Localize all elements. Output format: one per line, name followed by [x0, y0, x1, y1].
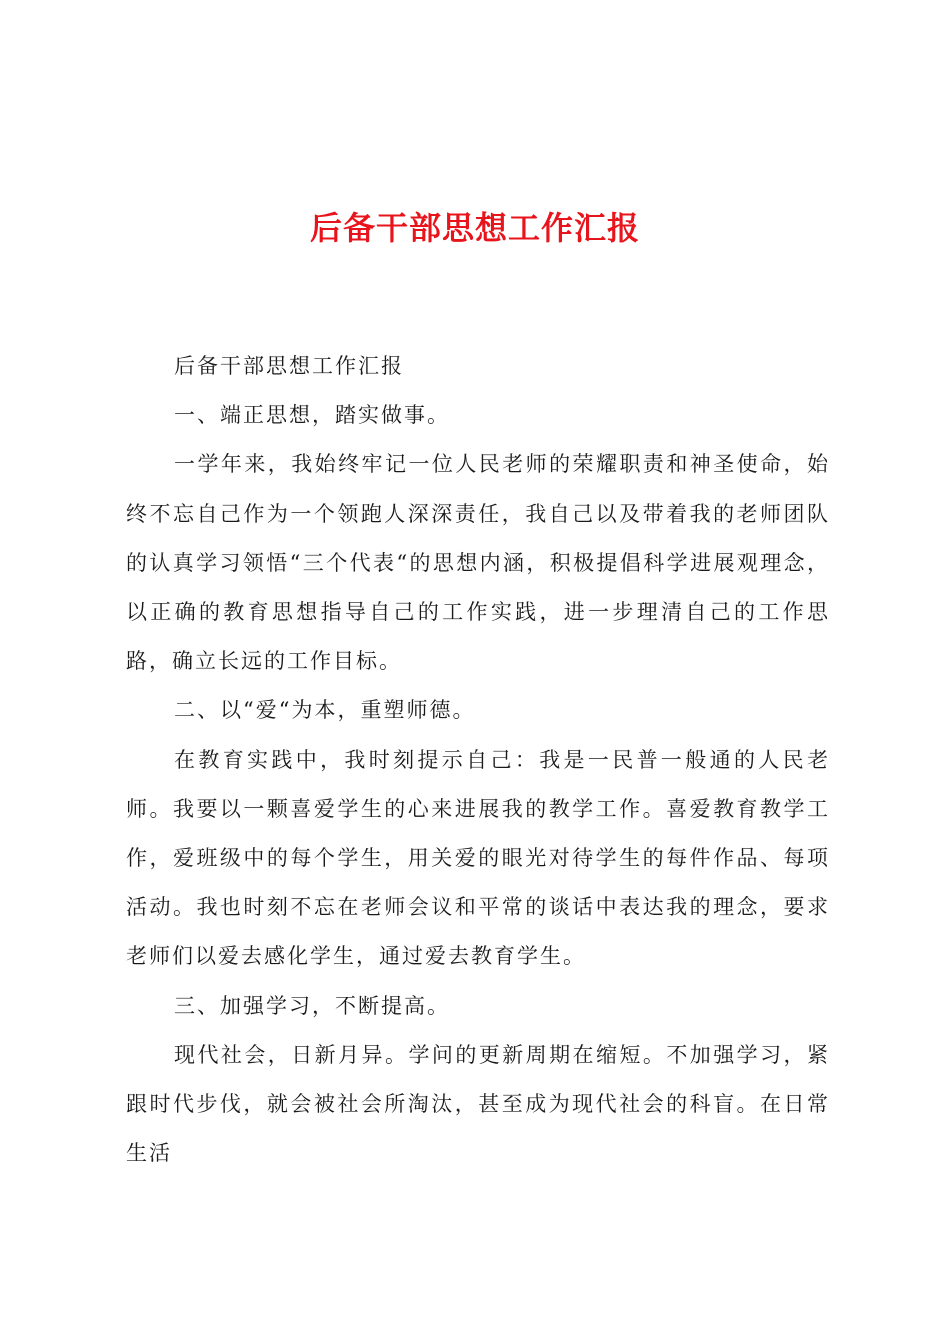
- document-title: 后备干部思想工作汇报: [309, 209, 640, 247]
- section-heading-2: 二、以“爱“为本，重塑师德。: [174, 698, 476, 723]
- paragraph-1: 一学年来，我始终牢记一位人民老师的荣耀职责和神圣使命，始终不忘自己作为一个领跑人深深责任，我自己以及带着我的老师团队的认真学习领悟“三个代表“的思想内涵，积极提倡科学进展观理念，以正确的教育思想指导自己的工作实践，进一步理清自己的工作思路，确立长远的工作目标。: [126, 452, 830, 674]
- paragraph-2: 在教育实践中，我时刻提示自己：我是一民普一般通的人民老师。我要以一颗喜爱学生的心来进展我的教学工作。喜爱教育教学工作，爱班级中的每个学生，用关爱的眼光对待学生的每件作品、每项活动。我也时刻不忘在老师会议和平常的谈话中表达我的理念，要求老师们以爱去感化学生，通过爱去教育学生。: [126, 747, 830, 969]
- paragraph-3: 现代社会，日新月异。学问的更新周期在缩短。不加强学习，紧跟时代步伐，就会被社会所淘汰，甚至成为现代社会的科盲。在日常生活: [126, 1042, 830, 1166]
- section-heading-3: 三、加强学习，不断提高。: [174, 993, 450, 1018]
- paragraph-heading: 后备干部思想工作汇报: [174, 354, 404, 378]
- document-body: [126, 342, 830, 1178]
- section-heading-1: 一、端正思想，踏实做事。: [174, 403, 450, 428]
